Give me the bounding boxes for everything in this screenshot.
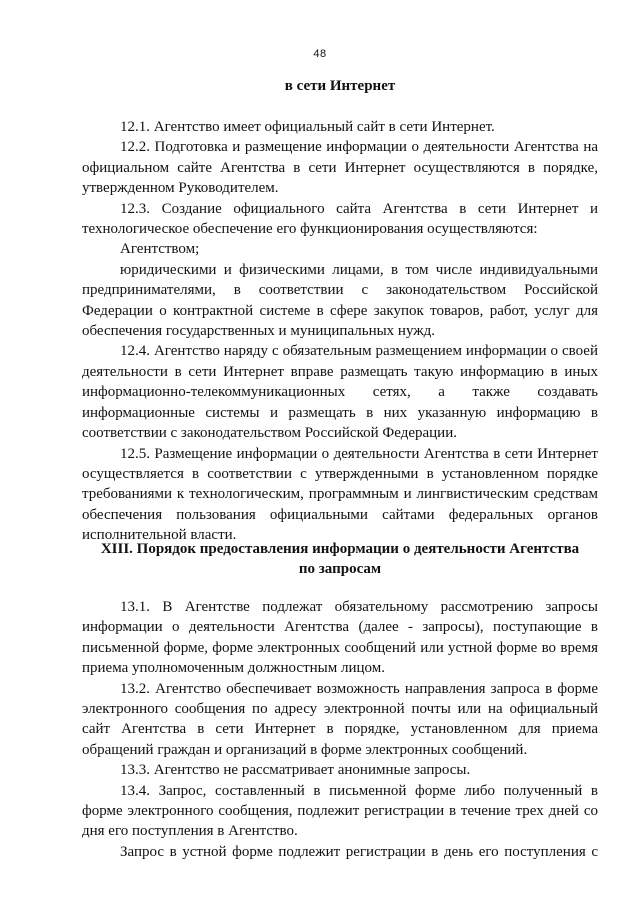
section-12-heading: в сети Интернет bbox=[284, 78, 396, 94]
paragraph-12-3-item-agency: Агентством; bbox=[120, 241, 200, 258]
paragraph-12-3: 12.3. Создание официального сайта Агентства в сети Интернет и технологическое обеспечение его функционирования осуществляются: bbox=[82, 200, 598, 238]
paragraph-13-4-oral-request: Запрос в устной форме подлежит регистрации в день его поступления с bbox=[120, 843, 598, 860]
section-13-heading bbox=[82, 539, 598, 579]
section-13-heading-line-1: XIII. Порядок предоставления информации о деятельности Агентства bbox=[100, 541, 580, 557]
paragraph-12-4: 12.4. Агентство наряду с обязательным размещением информации о своей деятельности в сети Интернет вправе размещать такую информацию в иных информационно-телекоммуникационных сетях, а также создавать информационные системы и размещать в них указанную информацию в соответствии с законодательством Российской Федерации. bbox=[82, 343, 598, 442]
section-13-body bbox=[82, 597, 598, 862]
page-number: 48 bbox=[313, 48, 327, 60]
paragraph-13-4: 13.4. Запрос, составленный в письменной форме либо полученный в форме электронного сообщения, подлежит регистрации в течение трех дней со дня его поступления в Агентство. bbox=[82, 782, 598, 840]
paragraph-12-3-item-entities: юридическими и физическими лицами, в том числе индивидуальными предпринимателями, в соответствии с законодательством Российской Федерации о контрактной системе в сфере закупок товаров, работ, услуг для обеспечения государственных и муниципальных нужд. bbox=[82, 261, 598, 340]
paragraph-13-1: 13.1. В Агентстве подлежат обязательному рассмотрению запросы информации о деятельности Агентства (далее - запросы), поступающие в письменной форме, форме электронных сообщений или устной форме во время приема уполномоченным должностным лицом. bbox=[82, 599, 598, 677]
paragraph-12-5: 12.5. Размещение информации о деятельности Агентства в сети Интернет осуществляется в соответствии с утвержденными в установленном порядке требованиями к технологическим, программным и лингвистическим средствам обеспечения пользования официальными сайтами федеральных органов исполнительной власти. bbox=[82, 445, 598, 544]
section-12-body bbox=[82, 117, 598, 546]
section-13-heading-line-2: по запросам bbox=[298, 561, 382, 577]
paragraph-13-3: 13.3. Агентство не рассматривает анонимные запросы. bbox=[120, 762, 471, 779]
paragraph-13-2: 13.2. Агентство обеспечивает возможность направления запроса в форме электронного сообщения по адресу электронной почты или на официальный сайт Агентства в сети Интернет в порядке, установленном для приема обращений граждан и организаций в форме электронных сообщений. bbox=[82, 680, 598, 758]
paragraph-12-2: 12.2. Подготовка и размещение информации о деятельности Агентства на официальном сайте Агентства в сети Интернет осуществляются в порядке, утвержденном Руководителем. bbox=[82, 139, 598, 197]
paragraph-12-1: 12.1. Агентство имеет официальный сайт в сети Интернет. bbox=[120, 119, 495, 135]
